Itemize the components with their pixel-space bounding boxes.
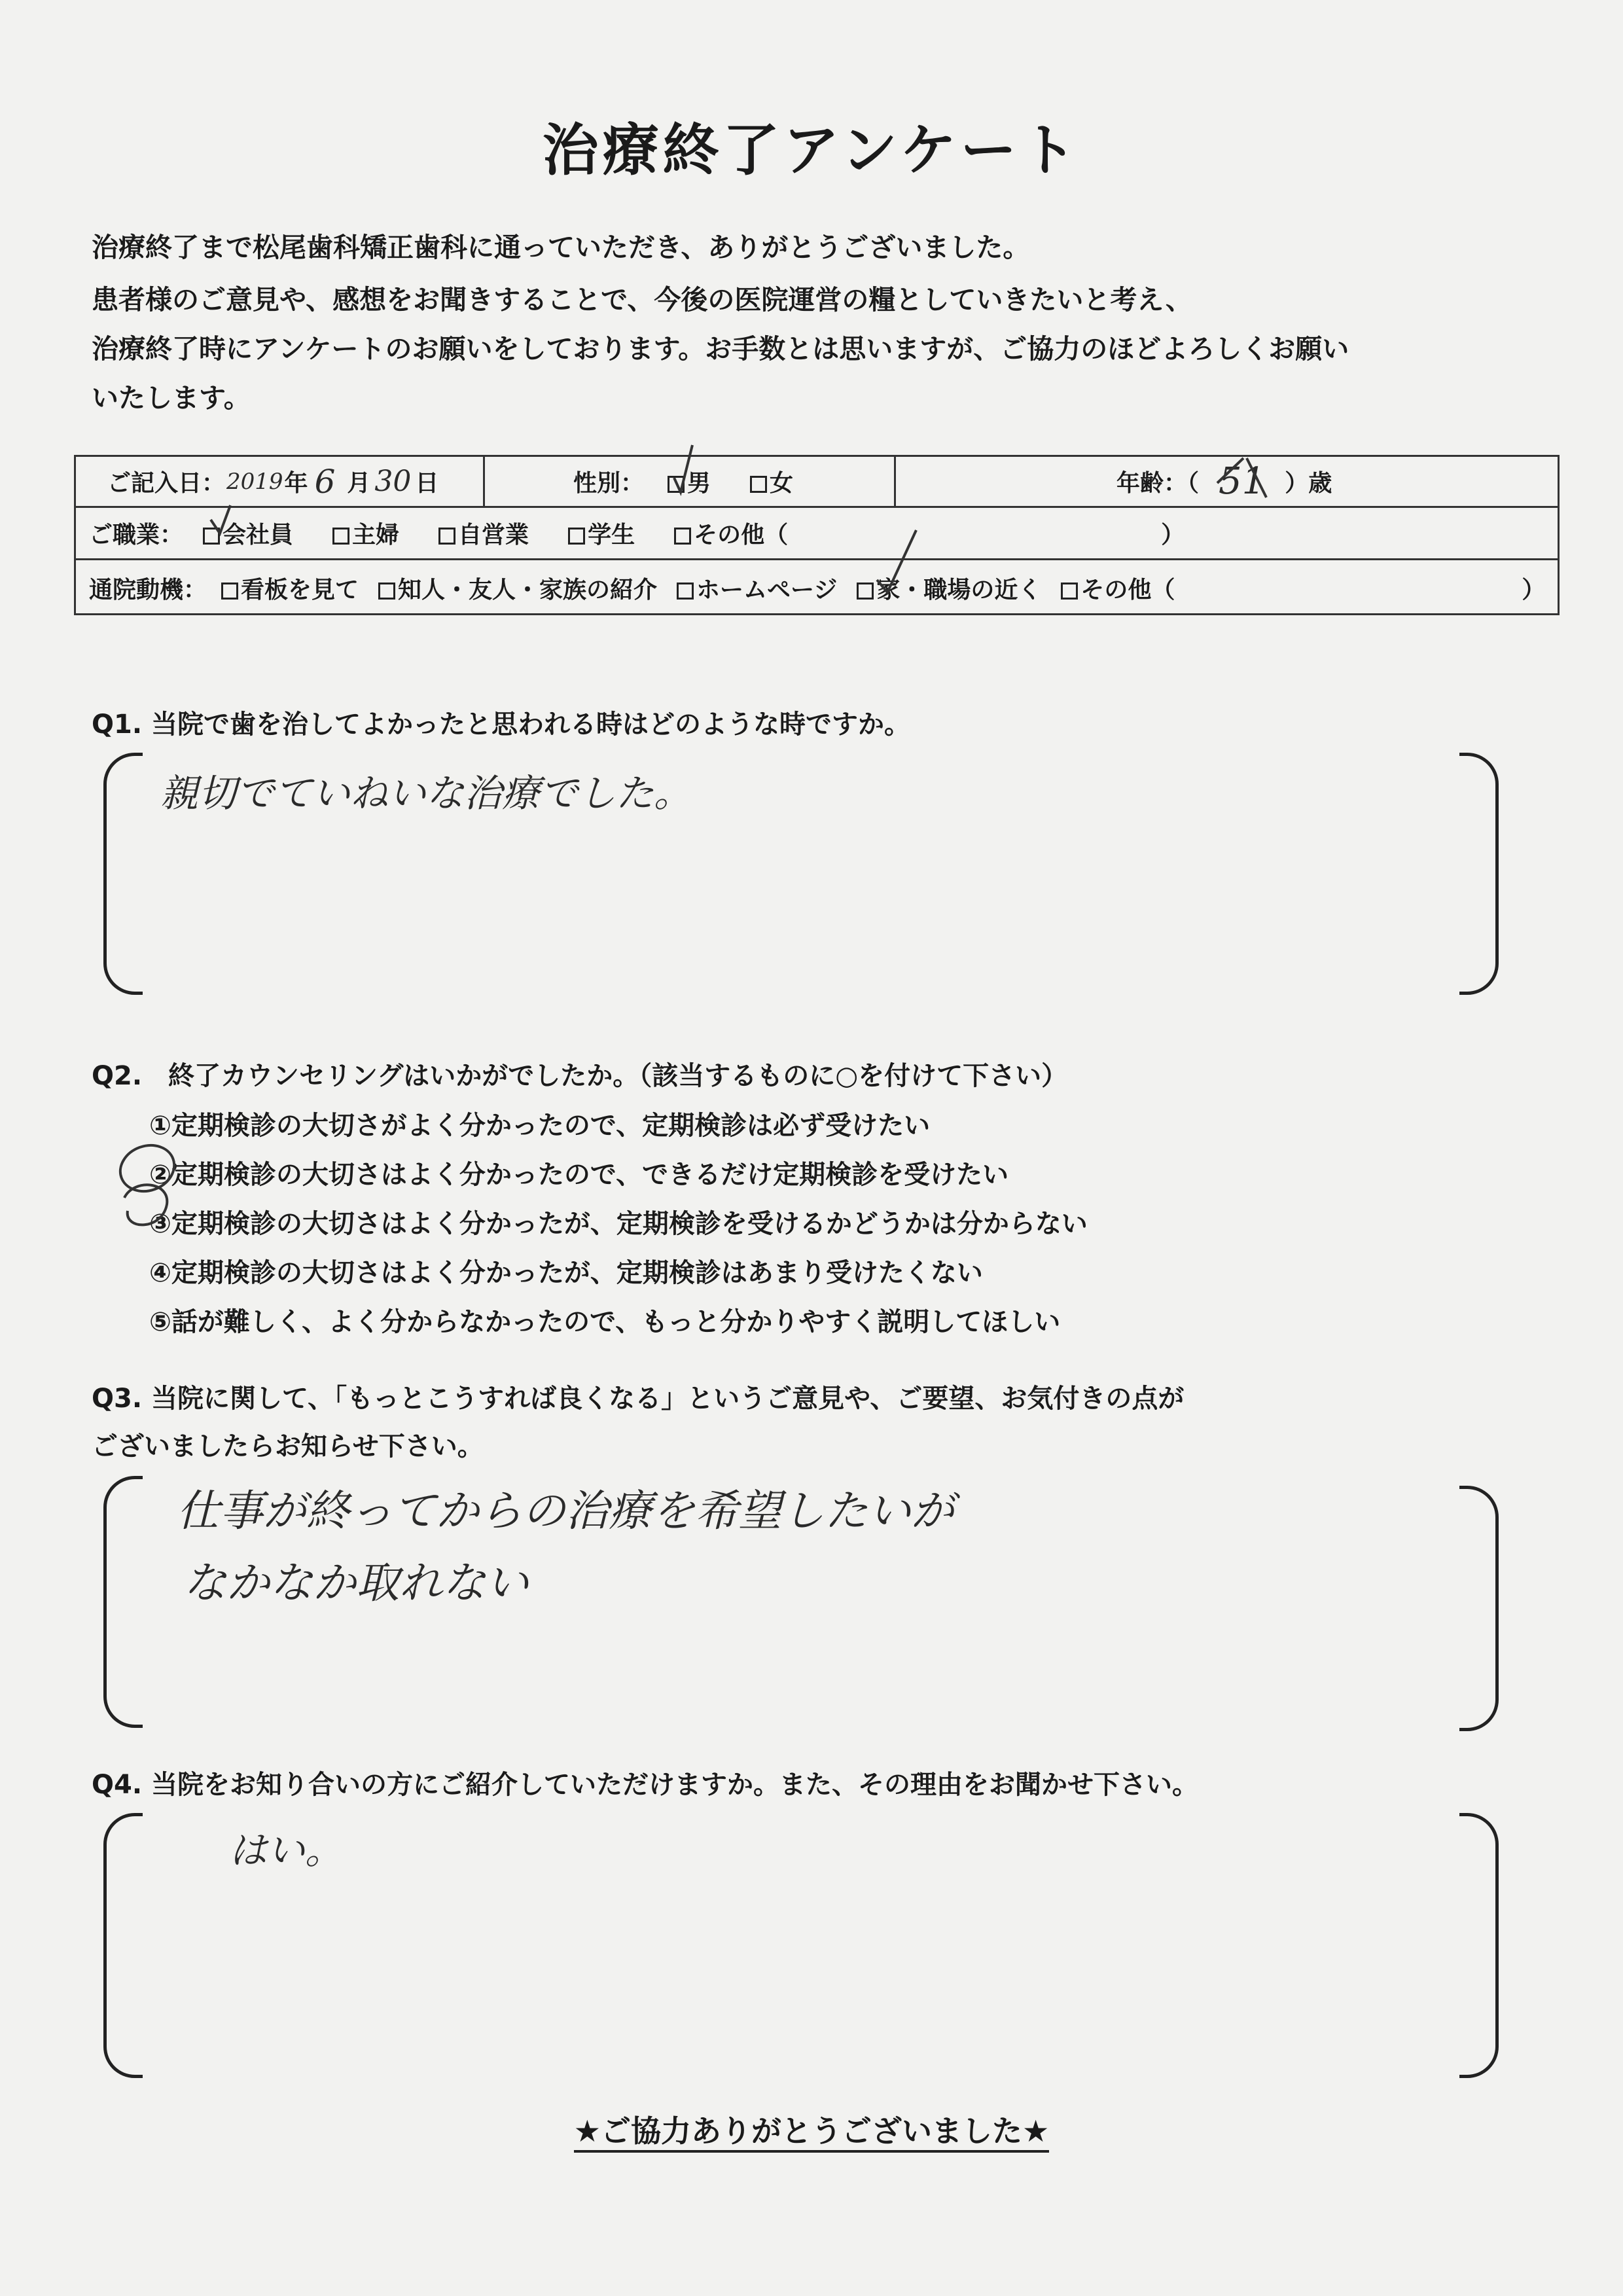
- q1-question: Q1. 当院で歯を治してよかったと思われる時はどのような時ですか。: [92, 709, 910, 740]
- intro-line-3: 治療終了時にアンケートのお願いをしております。お手数とは思いますが、ご協力のほどよろしくお願い: [92, 333, 1349, 365]
- date-year-value: 2019: [226, 468, 283, 495]
- q2-option-3[interactable]: ③定期検診の大切さはよく分かったが、定期検診を受けるかどうかは分からない: [149, 1209, 1088, 1239]
- reason-option-label: その他（: [1080, 576, 1175, 603]
- occupation-option-label: 自営業: [458, 522, 529, 548]
- q3-bracket-right: [1459, 1486, 1499, 1731]
- gender-label: 性別：: [573, 470, 645, 497]
- page-title: 治療終了アンケート: [542, 118, 1081, 183]
- occupation-option-label: 学生: [588, 522, 635, 548]
- occupation-option-label: その他（: [694, 522, 789, 548]
- date-month-unit: 月: [347, 470, 371, 497]
- q2-question: Q2. 終了カウンセリングはいかがでしたか。（該当するものに○を付けて下さい）: [92, 1061, 1068, 1091]
- reason-option-label: ホームページ: [696, 576, 838, 603]
- footer-text: ★ご協力ありがとうございました★: [574, 2113, 1049, 2153]
- reason-option-label: 知人・友人・家族の紹介: [398, 576, 658, 603]
- intro-line-1: 治療終了まで松尾歯科矯正歯科に通っていただき、ありがとうございました。: [92, 232, 1030, 263]
- gender-option-female-label: 女: [770, 470, 794, 497]
- q4-question: Q4. 当院をお知り合いの方にご紹介していただけますか。また、その理由をお聞かせ下さい。: [92, 1770, 1198, 1800]
- reason-other-close: ）: [1522, 576, 1546, 603]
- intro-line-2: 患者様のご意見や、感想をお聞きすることで、今後の医院運営の糧としていきたいと考え、: [92, 284, 1192, 315]
- gender-option-male-label: 男: [687, 470, 711, 497]
- age-unit: ）歳: [1285, 470, 1332, 497]
- visit-reason-label: 通院動機：: [89, 576, 207, 603]
- age-label: 年齢：（: [1116, 470, 1200, 497]
- reason-option-label: 家・職場の近く: [876, 576, 1042, 603]
- q3-bracket-left: [103, 1476, 143, 1728]
- date-day-value: 30: [374, 465, 412, 498]
- date-day-unit: 日: [415, 470, 439, 497]
- q4-bracket-right: [1459, 1813, 1499, 2078]
- q2-option-2[interactable]: ②定期検診の大切さはよく分かったので、できるだけ定期検診を受けたい: [149, 1160, 1009, 1190]
- age-value: 51: [1219, 460, 1266, 503]
- date-month-value: 6: [314, 462, 336, 501]
- q3-answer-line-1[interactable]: 仕事が終ってからの治療を希望したいが: [177, 1486, 954, 1536]
- occupation-label: ご職業：: [89, 522, 184, 548]
- q4-bracket-left: [103, 1813, 143, 2078]
- q2-option-4[interactable]: ④定期検診の大切さはよく分かったが、定期検診はあまり受けたくない: [149, 1258, 983, 1288]
- occupation-other-close: ）: [1161, 522, 1185, 548]
- q4-answer[interactable]: はい。: [229, 1828, 344, 1873]
- q2-option-5[interactable]: ⑤話が難しく、よく分からなかったので、もっと分かりやすく説明してほしい: [149, 1307, 1061, 1337]
- q1-answer[interactable]: 親切でていねいな治療でした。: [160, 771, 692, 816]
- date-year-unit: 年: [284, 470, 308, 497]
- occupation-option-label: 主婦: [352, 522, 400, 548]
- q3-question-line-1: Q3. 当院に関して、「もっとこうすれば良くなる」というご意見や、ご要望、お気付きの点が: [92, 1384, 1185, 1414]
- q3-question-line-2: ございましたらお知らせ下さい。: [92, 1431, 484, 1462]
- thank-you-footer: [0, 2108, 1623, 2151]
- reason-option-label: 看板を見て: [241, 576, 359, 603]
- q3-answer-line-2[interactable]: なかなか取れない: [183, 1558, 529, 1608]
- q2-option-1[interactable]: ①定期検診の大切さがよく分かったので、定期検診は必ず受けたい: [149, 1111, 931, 1141]
- occupation-option-label: 会社員: [223, 522, 294, 548]
- intro-line-4: いたします。: [92, 382, 251, 414]
- date-label: ご記入日：: [107, 470, 226, 497]
